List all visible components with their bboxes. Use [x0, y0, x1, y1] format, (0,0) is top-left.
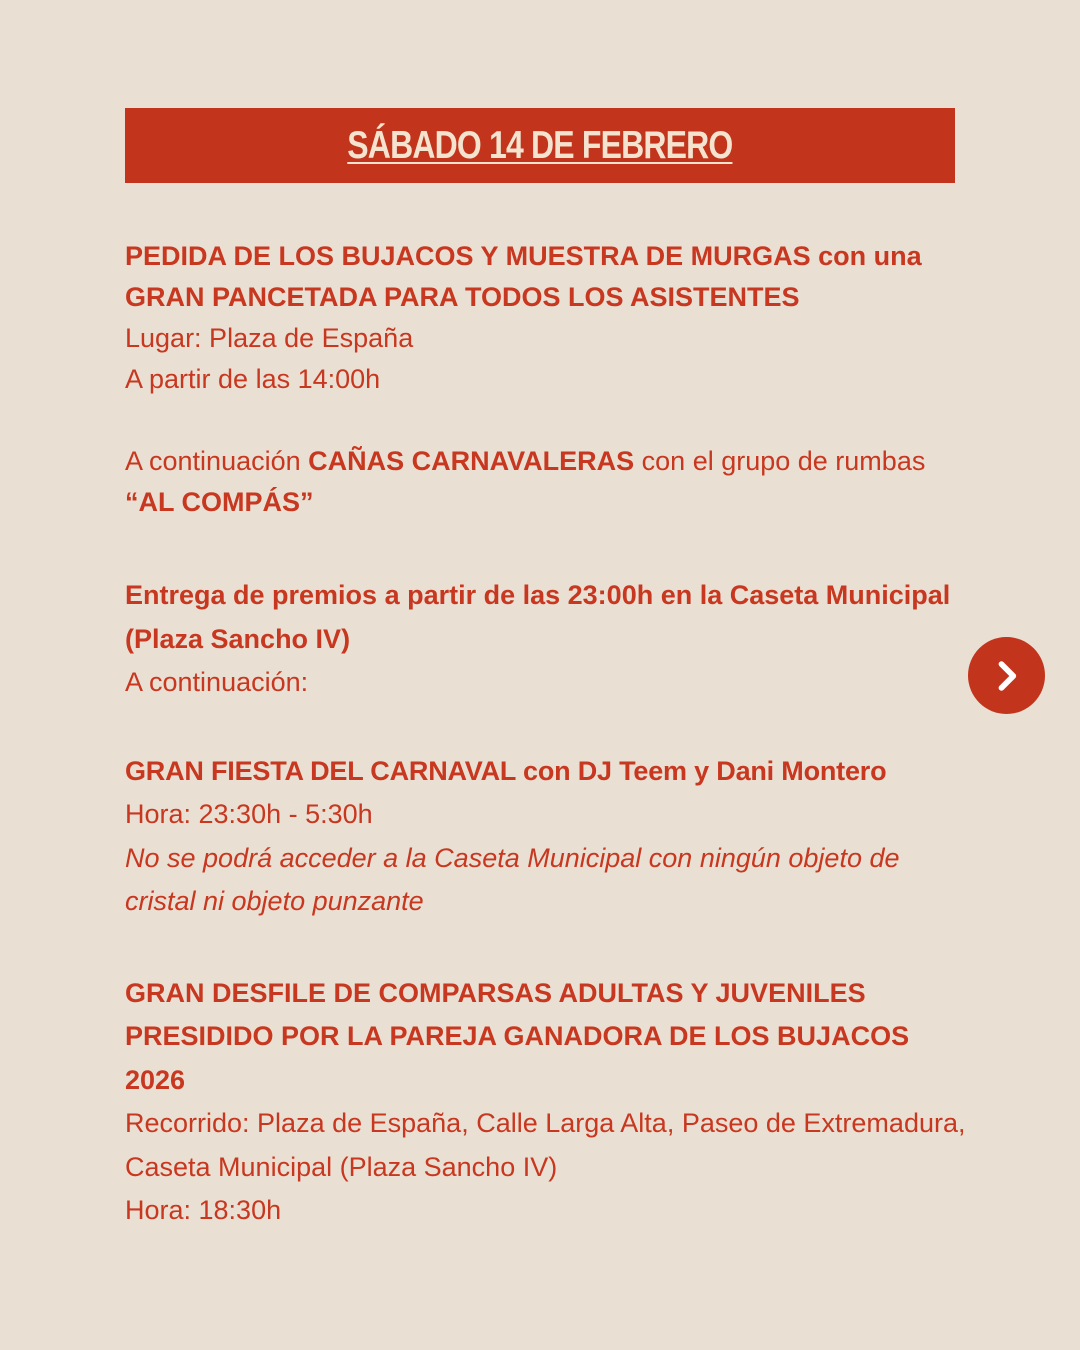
event-gran-fiesta — [125, 750, 970, 924]
date-banner — [125, 108, 955, 183]
event-time: A partir de las 14:00h — [125, 364, 381, 394]
event-middle: con el grupo de rumbas — [634, 446, 926, 476]
event-place: Lugar: Plaza de España — [125, 323, 414, 353]
event-list — [125, 236, 970, 1233]
event-title: GRAN DESFILE DE COMPARSAS ADULTAS Y JUVENILES PRESIDIDO POR LA PAREJA GANADORA DE LOS BUJACOS 2026 — [125, 977, 910, 1095]
event-title: Entrega de premios a partir de las 23:00h en la Caseta Municipal (Plaza Sancho IV) — [125, 580, 951, 654]
chevron-right-icon — [988, 657, 1026, 695]
event-entrega-premios — [125, 574, 970, 705]
event-note: No se podrá acceder a la Caseta Municipal con ningún objeto de cristal ni objeto punzante — [125, 842, 900, 916]
event-pedida-bujacos — [125, 236, 970, 400]
event-band-name: “AL COMPÁS” — [125, 487, 314, 517]
next-slide-button[interactable] — [968, 637, 1045, 714]
event-highlight: CAÑAS CARNAVALERAS — [308, 446, 635, 476]
date-title: SÁBADO 14 DE FEBRERO — [347, 123, 733, 167]
event-route: Recorrido: Plaza de España, Calle Larga Alta, Paseo de Extremadura, Caseta Municipal (Plaza Sancho IV) — [125, 1108, 966, 1182]
event-gran-desfile — [125, 972, 970, 1233]
event-after: A continuación: — [125, 667, 309, 697]
event-canas-carnavaleras — [125, 441, 970, 523]
event-title: GRAN FIESTA DEL CARNAVAL con DJ Teem y Dani Montero — [125, 755, 887, 786]
event-time: Hora: 23:30h - 5:30h — [125, 799, 373, 829]
event-title: PEDIDA DE LOS BUJACOS Y MUESTRA DE MURGAS con una GRAN PANCETADA PARA TODOS LOS ASISTENTES — [125, 241, 922, 312]
event-description — [125, 441, 970, 523]
event-time: Hora: 18:30h — [125, 1195, 282, 1225]
event-prefix: A continuación — [125, 446, 309, 476]
